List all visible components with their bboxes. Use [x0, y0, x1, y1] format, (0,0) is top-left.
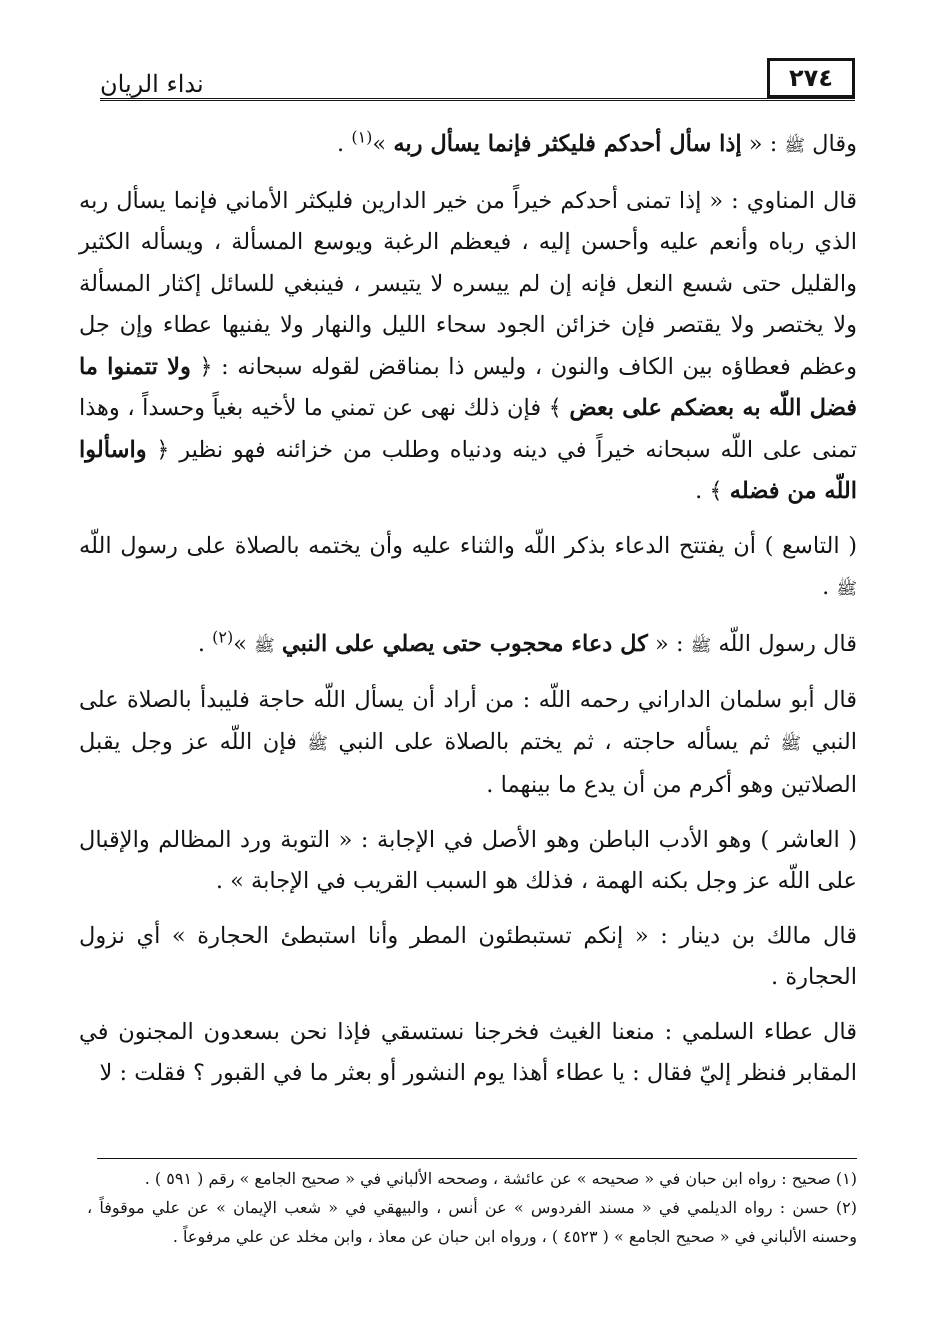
paragraph-malik: قال مالك بن دينار : « إنكم تستبطئون المطر وأنا استبطئ الحجارة » أي نزول الحجارة .	[79, 922, 857, 990]
text-run: : «	[741, 131, 785, 157]
text-run: ( التاسع ) أن يفتتح الدعاء بذكر اللّه والثناء عليه وأن يختمه بالصلاة على رسول اللّه	[79, 532, 857, 559]
salawat-symbol: ﷺ	[784, 136, 806, 156]
footnote-rule	[97, 1158, 857, 1159]
text-run: : «	[647, 630, 691, 657]
salawat-symbol: ﷺ	[254, 635, 275, 656]
paragraph-munawi	[79, 181, 857, 513]
page-header	[100, 48, 855, 104]
text-run: ﴾ فإن ذلك نهى عن تمني ما لأخيه بغياً وحسداً ، وهذا تمنى على اللّه سبحانه خيراً في دينه ودنياه وطلب من خزائنه فهو نظير ﴿	[79, 395, 857, 463]
running-title: نداء الريان	[100, 70, 204, 98]
text-run: قال رسول اللّه	[711, 630, 857, 657]
text-run: فإن اللّه عز وجل يقبل الصلاتين وهو أكرم من أن يدع ما بينهما .	[79, 728, 857, 798]
paragraph-ata: قال عطاء السلمي : منعنا الغيث فخرجنا نستسقي فإذا نحن بسعدون المجنون في المقابر فنظر إليّ فقال : يا عطاء أهذا يوم النشور أو بعثر ما في القبور ؟ فقلت : لا	[79, 1018, 857, 1086]
paragraph-ninth	[79, 526, 857, 611]
paragraph-darani	[79, 680, 857, 807]
salawat-symbol: ﷺ	[780, 733, 802, 754]
quran-verse: ولا تتمنوا ما فضل اللّه به بعضكم على بعض	[79, 353, 857, 421]
text-run: »	[372, 131, 394, 157]
text-run: ﴾ .	[695, 478, 730, 504]
footnote-marker: (٢)	[212, 627, 234, 646]
text-run: ثم يسأله حاجته ، ثم يختم بالصلاة على النبي	[327, 728, 781, 755]
header-rule	[100, 98, 855, 101]
text-run: وقال	[805, 131, 857, 157]
footnote-1: (١) صحيح : رواه ابن حبان في « صحيحه » عن عائشة ، وصححه الألباني في « صحيح الجامع » رقم ( ٥٩١ ) .	[144, 1169, 857, 1188]
footnote-2: (٢) حسن : رواه الديلمي في « مسند الفردوس » عن أنس ، والبيهقي في « شعب الإيمان » عن علي موقوفاً ، وحسنه الألباني في « صحيح الجامع » ( ٤٥٢٣ ) ، ورواه ابن حبان عن معاذ ، وابن مخلد عن علي مرفوعاً .	[87, 1198, 857, 1246]
main-text	[79, 124, 857, 1108]
paragraph-hadith-1	[79, 124, 857, 168]
hadith-text: إذا سأل أحدكم فليكثر فإنما يسأل ربه	[393, 131, 742, 157]
page-number: ٢٧٤	[767, 58, 855, 98]
footnote-marker: (١)	[351, 127, 373, 147]
text-run: .	[197, 630, 213, 657]
salawat-symbol: ﷺ	[836, 579, 857, 599]
salawat-symbol: ﷺ	[690, 635, 712, 656]
paragraph-hadith-2	[79, 624, 857, 668]
footnotes	[87, 1164, 857, 1251]
paragraph-tenth: ( العاشر ) وهو الأدب الباطن وهو الأصل في الإجابة : « التوبة ورد المظالم والإقبال على اللّه عز وجل بكنه الهمة ، فذلك هو السبب القريب في الإجابة » .	[79, 826, 857, 894]
hadith-text: كل دعاء محجوب حتى يصلي على النبي	[281, 630, 648, 657]
text-run: »	[233, 630, 255, 657]
salawat-symbol: ﷺ	[307, 733, 328, 754]
text-run	[275, 631, 282, 657]
text-run: .	[337, 131, 352, 157]
text-run: .	[822, 574, 837, 600]
text-run: قال أبو سلمان الداراني رحمه اللّه : من أراد أن يسأل اللّه حاجة فليبدأ بالصلاة على النبي	[79, 687, 858, 755]
quran-verse: واسألوا اللّه من فضله	[79, 436, 857, 504]
text-run: قال المناوي : « إذا تمنى أحدكم خيراً من خير الدارين فليكثر الأماني فإنما يسأل ربه الذي رباه وأنعم عليه وأحسن إليه ، فيعظم الرغبة ويوسع المسألة ، ويسأله الكثير والقليل حتى شسع النعل فإنه إن لم ييسره لا يتيسر ، فينبغي للسائل إكثار المسألة ولا يختصر ولا يقتصر فإن خزائن الجود سحاء الليل والنهار ولا يفنيها عطاء وإن جل وعظم فعطاؤه بين الكاف والنون ، وليس ذا بمناقض لقوله سبحانه : ﴿	[79, 187, 857, 380]
